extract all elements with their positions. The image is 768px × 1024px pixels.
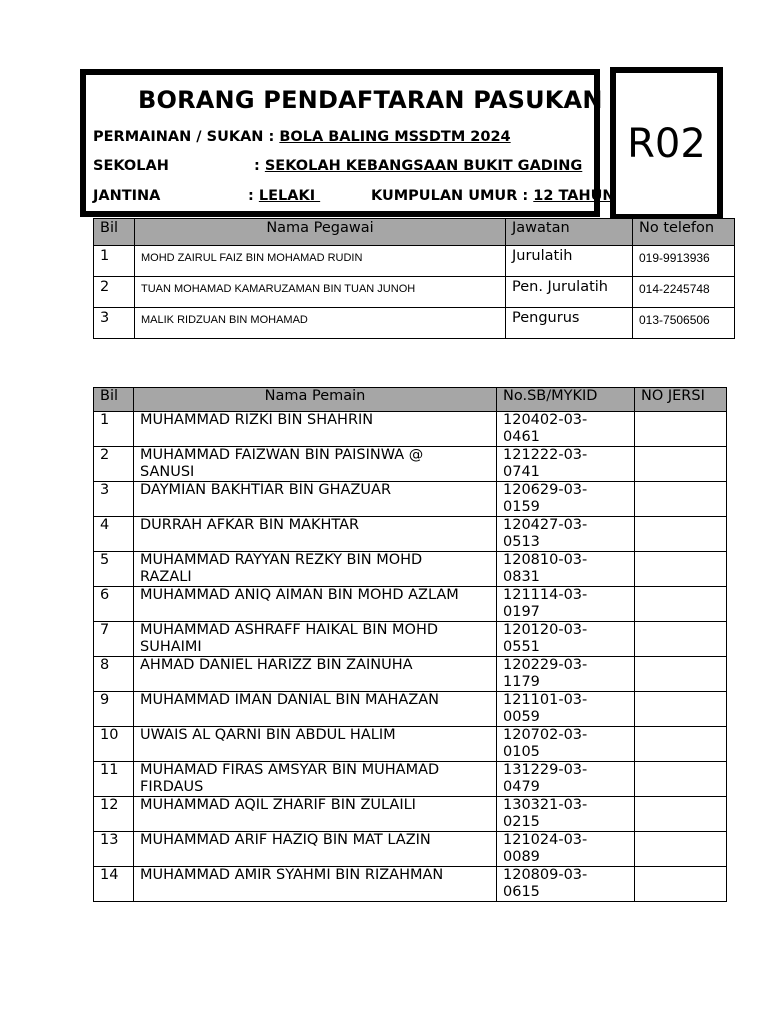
- jantina-value: LELAKI: [258, 188, 321, 204]
- staff-row: [94, 308, 735, 339]
- player-bil: 3: [94, 482, 134, 517]
- player-id-line1: 120809-03-: [503, 867, 588, 883]
- player-id: [497, 622, 635, 657]
- player-nama-line2: SUHAIMI: [140, 639, 202, 655]
- sekolah-value: SEKOLAH KEBANGSAAN BUKIT GADING: [264, 158, 583, 174]
- staff-nama: MOHD ZAIRUL FAIZ BIN MOHAMAD RUDIN: [135, 246, 506, 277]
- permainan-value: BOLA BALING MSSDTM 2024: [279, 129, 511, 145]
- player-bil: 4: [94, 517, 134, 552]
- staff-bil: 1: [94, 246, 135, 277]
- player-nama: [134, 692, 497, 727]
- player-id: [497, 657, 635, 692]
- player-row: [94, 867, 727, 902]
- player-nama: [134, 517, 497, 552]
- player-id-line2: 0059: [503, 709, 540, 725]
- player-nama: [134, 797, 497, 832]
- player-header-bil: Bil: [94, 388, 134, 412]
- staff-header-jawatan: Jawatan: [506, 219, 633, 246]
- player-id: [497, 832, 635, 867]
- form-code: R02: [627, 120, 706, 167]
- staff-telefon: 014-2245748: [633, 277, 735, 308]
- jantina-separator: :: [248, 188, 259, 204]
- sekolah-field: [254, 158, 582, 174]
- player-row: [94, 587, 727, 622]
- player-id: [497, 482, 635, 517]
- staff-jawatan: Pen. Jurulatih: [506, 277, 633, 308]
- player-id-line1: 121222-03-: [503, 447, 588, 463]
- player-nama-line2: SANUSI: [140, 464, 195, 480]
- player-row: [94, 447, 727, 482]
- player-nama: [134, 447, 497, 482]
- player-row: [94, 797, 727, 832]
- player-row: [94, 657, 727, 692]
- player-id-line2: 0551: [503, 639, 540, 655]
- player-id-line2: 0215: [503, 814, 540, 830]
- player-jersi[interactable]: [635, 517, 727, 552]
- player-id-line1: 121101-03-: [503, 692, 588, 708]
- player-jersi[interactable]: [635, 657, 727, 692]
- player-nama: [134, 657, 497, 692]
- player-jersi[interactable]: [635, 552, 727, 587]
- player-bil: 8: [94, 657, 134, 692]
- player-id: [497, 447, 635, 482]
- player-id-line2: 0089: [503, 849, 540, 865]
- player-row: [94, 552, 727, 587]
- player-nama-line1: AHMAD DANIEL HARIZZ BIN ZAINUHA: [140, 657, 413, 673]
- player-jersi[interactable]: [635, 832, 727, 867]
- player-id-line2: 0513: [503, 534, 540, 550]
- player-bil: 1: [94, 412, 134, 447]
- staff-nama: TUAN MOHAMAD KAMARUZAMAN BIN TUAN JUNOH: [135, 277, 506, 308]
- sekolah-label: SEKOLAH: [93, 158, 169, 174]
- player-header-row: [94, 388, 727, 412]
- player-nama: [134, 727, 497, 762]
- player-nama-line1: UWAIS AL QARNI BIN ABDUL HALIM: [140, 727, 396, 743]
- player-nama-line1: MUHAMMAD AQIL ZHARIF BIN ZULAILI: [140, 797, 416, 813]
- player-id-line1: 121114-03-: [503, 587, 588, 603]
- player-row: [94, 832, 727, 867]
- player-nama-line1: MUHAMMAD RIZKI BIN SHAHRIN: [140, 412, 374, 428]
- player-nama-line1: MUHAMAD FIRAS AMSYAR BIN MUHAMAD: [140, 762, 440, 778]
- kumpulan-value: 12 TAHUN: [533, 188, 615, 204]
- player-jersi[interactable]: [635, 797, 727, 832]
- player-nama: [134, 412, 497, 447]
- player-nama-line1: MUHAMMAD RAYYAN REZKY BIN MOHD: [140, 552, 423, 568]
- staff-header-nama: Nama Pegawai: [135, 219, 506, 246]
- player-header-jersi: NO JERSI: [635, 388, 727, 412]
- player-id-line1: 120427-03-: [503, 517, 588, 533]
- player-jersi[interactable]: [635, 447, 727, 482]
- jantina-field: [248, 188, 320, 204]
- form-title: BORANG PENDAFTARAN PASUKAN: [138, 86, 603, 114]
- player-nama-line1: MUHAMMAD ANIQ AIMAN BIN MOHD AZLAM: [140, 587, 459, 603]
- player-row: [94, 482, 727, 517]
- player-jersi[interactable]: [635, 587, 727, 622]
- player-id-line1: 120702-03-: [503, 727, 588, 743]
- player-nama-line1: MUHAMMAD ARIF HAZIQ BIN MAT LAZIN: [140, 832, 431, 848]
- player-jersi[interactable]: [635, 482, 727, 517]
- player-row: [94, 692, 727, 727]
- player-bil: 2: [94, 447, 134, 482]
- sekolah-row: [93, 158, 583, 174]
- player-id-line2: 0105: [503, 744, 540, 760]
- player-nama: [134, 482, 497, 517]
- player-nama: [134, 832, 497, 867]
- player-id-line2: 0159: [503, 499, 540, 515]
- player-bil: 7: [94, 622, 134, 657]
- player-id-line1: 121024-03-: [503, 832, 588, 848]
- player-id-line2: 1179: [503, 674, 540, 690]
- staff-nama: MALIK RIDZUAN BIN MOHAMAD: [135, 308, 506, 339]
- player-id-line1: 120120-03-: [503, 622, 588, 638]
- player-bil: 12: [94, 797, 134, 832]
- player-bil: 10: [94, 727, 134, 762]
- player-bil: 9: [94, 692, 134, 727]
- player-id: [497, 867, 635, 902]
- player-row: [94, 622, 727, 657]
- staff-bil: 3: [94, 308, 135, 339]
- player-id-line2: 0461: [503, 429, 540, 445]
- player-id-line2: 0741: [503, 464, 540, 480]
- player-nama: [134, 867, 497, 902]
- player-header-id: No.SB/MYKID: [497, 388, 635, 412]
- staff-telefon: 019-9913936: [633, 246, 735, 277]
- jantina-row: [93, 188, 615, 204]
- player-bil: 6: [94, 587, 134, 622]
- player-id: [497, 552, 635, 587]
- staff-jawatan: Jurulatih: [506, 246, 633, 277]
- player-nama-line2: FIRDAUS: [140, 779, 204, 795]
- player-nama: [134, 552, 497, 587]
- player-row: [94, 517, 727, 552]
- staff-bil: 2: [94, 277, 135, 308]
- player-nama-line1: DAYMIAN BAKHTIAR BIN GHAZUAR: [140, 482, 392, 498]
- player-jersi[interactable]: [635, 622, 727, 657]
- player-id: [497, 727, 635, 762]
- player-id: [497, 587, 635, 622]
- permainan-row: [93, 129, 511, 145]
- player-id-line1: 120229-03-: [503, 657, 588, 673]
- player-bil: 13: [94, 832, 134, 867]
- staff-header-bil: Bil: [94, 219, 135, 246]
- player-bil: 5: [94, 552, 134, 587]
- player-bil: 14: [94, 867, 134, 902]
- player-id: [497, 762, 635, 797]
- player-jersi[interactable]: [635, 692, 727, 727]
- player-id-line1: 120402-03-: [503, 412, 588, 428]
- player-jersi[interactable]: [635, 727, 727, 762]
- player-nama: [134, 587, 497, 622]
- staff-row: [94, 277, 735, 308]
- player-row: [94, 727, 727, 762]
- permainan-label: PERMAINAN / SUKAN :: [93, 129, 280, 145]
- player-id: [497, 692, 635, 727]
- player-nama: [134, 622, 497, 657]
- player-id-line2: 0479: [503, 779, 540, 795]
- player-header-nama: Nama Pemain: [134, 388, 497, 412]
- sekolah-separator: :: [254, 158, 265, 174]
- staff-telefon: 013-7506506: [633, 308, 735, 339]
- kumpulan-label: KUMPULAN UMUR :: [371, 188, 534, 204]
- player-nama-line1: MUHAMMAD IMAN DANIAL BIN MAHAZAN: [140, 692, 440, 708]
- player-id-line2: 0615: [503, 884, 540, 900]
- player-row: [94, 762, 727, 797]
- player-id-line1: 120810-03-: [503, 552, 588, 568]
- staff-header-row: [94, 219, 735, 246]
- player-id: [497, 412, 635, 447]
- staff-row: [94, 246, 735, 277]
- player-nama-line1: MUHAMMAD ASHRAFF HAIKAL BIN MOHD: [140, 622, 439, 638]
- player-jersi[interactable]: [635, 412, 727, 447]
- player-id-line1: 120629-03-: [503, 482, 588, 498]
- player-table: [93, 387, 727, 902]
- player-jersi[interactable]: [635, 762, 727, 797]
- player-id: [497, 797, 635, 832]
- staff-header-telefon: No telefon: [633, 219, 735, 246]
- player-id-line2: 0831: [503, 569, 540, 585]
- kumpulan-field: [371, 188, 615, 204]
- staff-jawatan: Pengurus: [506, 308, 633, 339]
- player-id-line2: 0197: [503, 604, 540, 620]
- player-nama-line1: MUHAMMAD FAIZWAN BIN PAISINWA @: [140, 447, 424, 463]
- player-nama-line1: MUHAMMAD AMIR SYAHMI BIN RIZAHMAN: [140, 867, 444, 883]
- player-id-line1: 130321-03-: [503, 797, 588, 813]
- player-nama-line2: RAZALI: [140, 569, 192, 585]
- player-nama: [134, 762, 497, 797]
- player-id: [497, 517, 635, 552]
- player-row: [94, 412, 727, 447]
- player-jersi[interactable]: [635, 867, 727, 902]
- player-bil: 11: [94, 762, 134, 797]
- staff-table: [93, 218, 735, 339]
- player-id-line1: 131229-03-: [503, 762, 588, 778]
- jantina-label: JANTINA: [93, 188, 161, 204]
- form-code-box: [610, 67, 723, 220]
- player-nama-line1: DURRAH AFKAR BIN MAKHTAR: [140, 517, 360, 533]
